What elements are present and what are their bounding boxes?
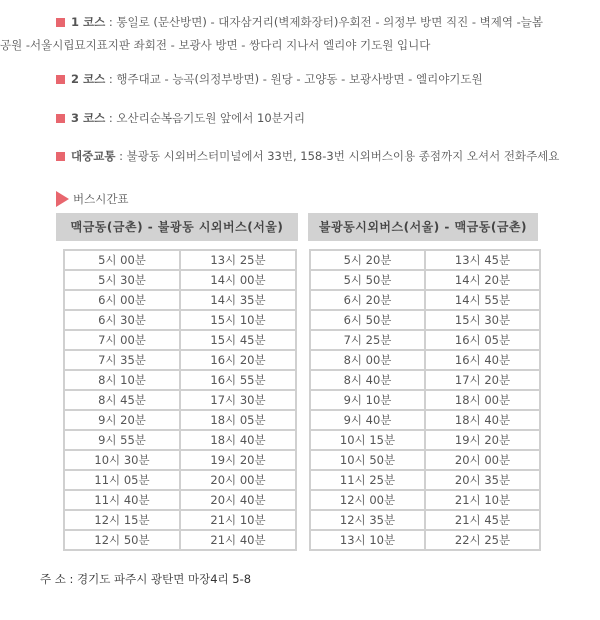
- departure-time: 5시 00분: [64, 250, 180, 270]
- table-row: [310, 470, 540, 490]
- departure-time: 16시 55분: [180, 370, 296, 390]
- departure-time: 8시 45분: [64, 390, 180, 410]
- departure-time: 12시 50분: [64, 530, 180, 550]
- departure-time: 6시 50분: [310, 310, 425, 330]
- departure-time: 11시 40분: [64, 490, 180, 510]
- course-text: : 통일로 (문산방면) - 대자삼거리(벽제화장터)우회전 - 의정부 방면 직진 - 벽제역 -늘봄: [105, 15, 544, 29]
- course-label: 1 코스: [71, 15, 106, 29]
- table-row: [64, 430, 296, 450]
- course-2: [56, 68, 576, 91]
- departure-time: 6시 00분: [64, 290, 180, 310]
- departure-time: 9시 10분: [310, 390, 425, 410]
- address: 주 소 : 경기도 파주시 광탄면 마장4리 5-8: [40, 572, 252, 586]
- departure-time: 8시 40분: [310, 370, 425, 390]
- departure-time: 18시 05분: [180, 410, 296, 430]
- table-row: [64, 530, 296, 550]
- departure-time: 14시 00분: [180, 270, 296, 290]
- departure-time: 21시 45분: [425, 510, 540, 530]
- table-row: [310, 350, 540, 370]
- course-label: 2 코스: [71, 72, 106, 86]
- table-row: [64, 490, 296, 510]
- departure-time: 5시 50분: [310, 270, 425, 290]
- departure-time: 14시 20분: [425, 270, 540, 290]
- table-row: [64, 350, 296, 370]
- departure-time: 15시 30분: [425, 310, 540, 330]
- departure-time: 21시 10분: [425, 490, 540, 510]
- table-row: [310, 490, 540, 510]
- course-text: : 행주대교 - 능곡(의정부방면) - 원당 - 고양동 - 보광사방면 - 엘리야기도원: [105, 72, 483, 86]
- departure-time: 6시 30분: [64, 310, 180, 330]
- departure-time: 12시 35분: [310, 510, 425, 530]
- course-text: : 오산리순복음기도원 앞에서 10분거리: [105, 111, 305, 125]
- table-row: [310, 410, 540, 430]
- table-row: [64, 470, 296, 490]
- departure-time: 20시 00분: [425, 450, 540, 470]
- course-public-transit: [56, 145, 596, 168]
- table-row: [64, 370, 296, 390]
- departure-time: 18시 40분: [425, 410, 540, 430]
- table-row: [310, 390, 540, 410]
- table-row: [310, 510, 540, 530]
- departure-time: 9시 55분: [64, 430, 180, 450]
- table-row: [64, 450, 296, 470]
- schedule-title-text: 버스시간표: [73, 192, 129, 206]
- departure-time: 22시 25분: [425, 530, 540, 550]
- departure-time: 5시 30분: [64, 270, 180, 290]
- departure-time: 15시 10분: [180, 310, 296, 330]
- table-row: [64, 410, 296, 430]
- departure-time: 20시 40분: [180, 490, 296, 510]
- departure-time: 9시 20분: [64, 410, 180, 430]
- table-row: [310, 250, 540, 270]
- bullet-square-icon: [56, 75, 65, 84]
- bullet-square-icon: [56, 18, 65, 27]
- departure-time: 20시 00분: [180, 470, 296, 490]
- departure-time: 7시 00분: [64, 330, 180, 350]
- departure-time: 19시 20분: [425, 430, 540, 450]
- table-row: [310, 310, 540, 330]
- table-row: [310, 330, 540, 350]
- route-header-1: 맥금동(금촌) - 불광동 시외버스(서울): [56, 213, 298, 241]
- departure-time: 8시 00분: [310, 350, 425, 370]
- table-row: [64, 390, 296, 410]
- course-text-continued: 공원 -서울시립묘지표지판 좌회전 - 보광사 방면 - 쌍다리 지나서 엘리야 기도원 입니다: [0, 38, 431, 52]
- bullet-square-icon: [56, 114, 65, 123]
- departure-time: 11시 25분: [310, 470, 425, 490]
- course-1: [0, 11, 576, 57]
- schedule-title: [56, 191, 129, 207]
- course-label: 3 코스: [71, 111, 106, 125]
- departure-time: 20시 35분: [425, 470, 540, 490]
- departure-time: 15시 45분: [180, 330, 296, 350]
- arrow-right-icon: [56, 191, 69, 207]
- table-row: [310, 370, 540, 390]
- course-label: 대중교통: [71, 149, 116, 163]
- departure-time: 9시 40분: [310, 410, 425, 430]
- departure-time: 17시 30분: [180, 390, 296, 410]
- departure-time: 13시 25분: [180, 250, 296, 270]
- table-row: [64, 310, 296, 330]
- departure-time: 21시 10분: [180, 510, 296, 530]
- course-text: : 불광동 시외버스터미널에서 33번, 158-3번 시외버스이용 종점까지 오셔서 전화주세요: [115, 149, 560, 163]
- table-row: [64, 510, 296, 530]
- departure-time: 17시 20분: [425, 370, 540, 390]
- table-row: [310, 450, 540, 470]
- departure-time: 14시 55분: [425, 290, 540, 310]
- departure-time: 16시 40분: [425, 350, 540, 370]
- table-row: [310, 290, 540, 310]
- table-row: [310, 430, 540, 450]
- timetable-1: [63, 249, 297, 551]
- departure-time: 16시 05분: [425, 330, 540, 350]
- departure-time: 13시 45분: [425, 250, 540, 270]
- departure-time: 8시 10분: [64, 370, 180, 390]
- departure-time: 10시 30분: [64, 450, 180, 470]
- table-row: [64, 290, 296, 310]
- table-row: [64, 270, 296, 290]
- departure-time: 12시 00분: [310, 490, 425, 510]
- departure-time: 19시 20분: [180, 450, 296, 470]
- departure-time: 11시 05분: [64, 470, 180, 490]
- table-row: [310, 530, 540, 550]
- departure-time: 12시 15분: [64, 510, 180, 530]
- route-header-2: 불광동시외버스(서울) - 맥금동(금촌): [308, 213, 538, 241]
- departure-time: 7시 25분: [310, 330, 425, 350]
- table-row: [310, 270, 540, 290]
- table-row: [64, 250, 296, 270]
- departure-time: 16시 20분: [180, 350, 296, 370]
- bullet-square-icon: [56, 152, 65, 161]
- departure-time: 18시 40분: [180, 430, 296, 450]
- departure-time: 6시 20분: [310, 290, 425, 310]
- departure-time: 10시 50분: [310, 450, 425, 470]
- table-row: [64, 330, 296, 350]
- departure-time: 21시 40분: [180, 530, 296, 550]
- departure-time: 18시 00분: [425, 390, 540, 410]
- course-3: [56, 107, 576, 130]
- departure-time: 13시 10분: [310, 530, 425, 550]
- timetable-2: [309, 249, 541, 551]
- departure-time: 5시 20분: [310, 250, 425, 270]
- departure-time: 14시 35분: [180, 290, 296, 310]
- departure-time: 10시 15분: [310, 430, 425, 450]
- departure-time: 7시 35분: [64, 350, 180, 370]
